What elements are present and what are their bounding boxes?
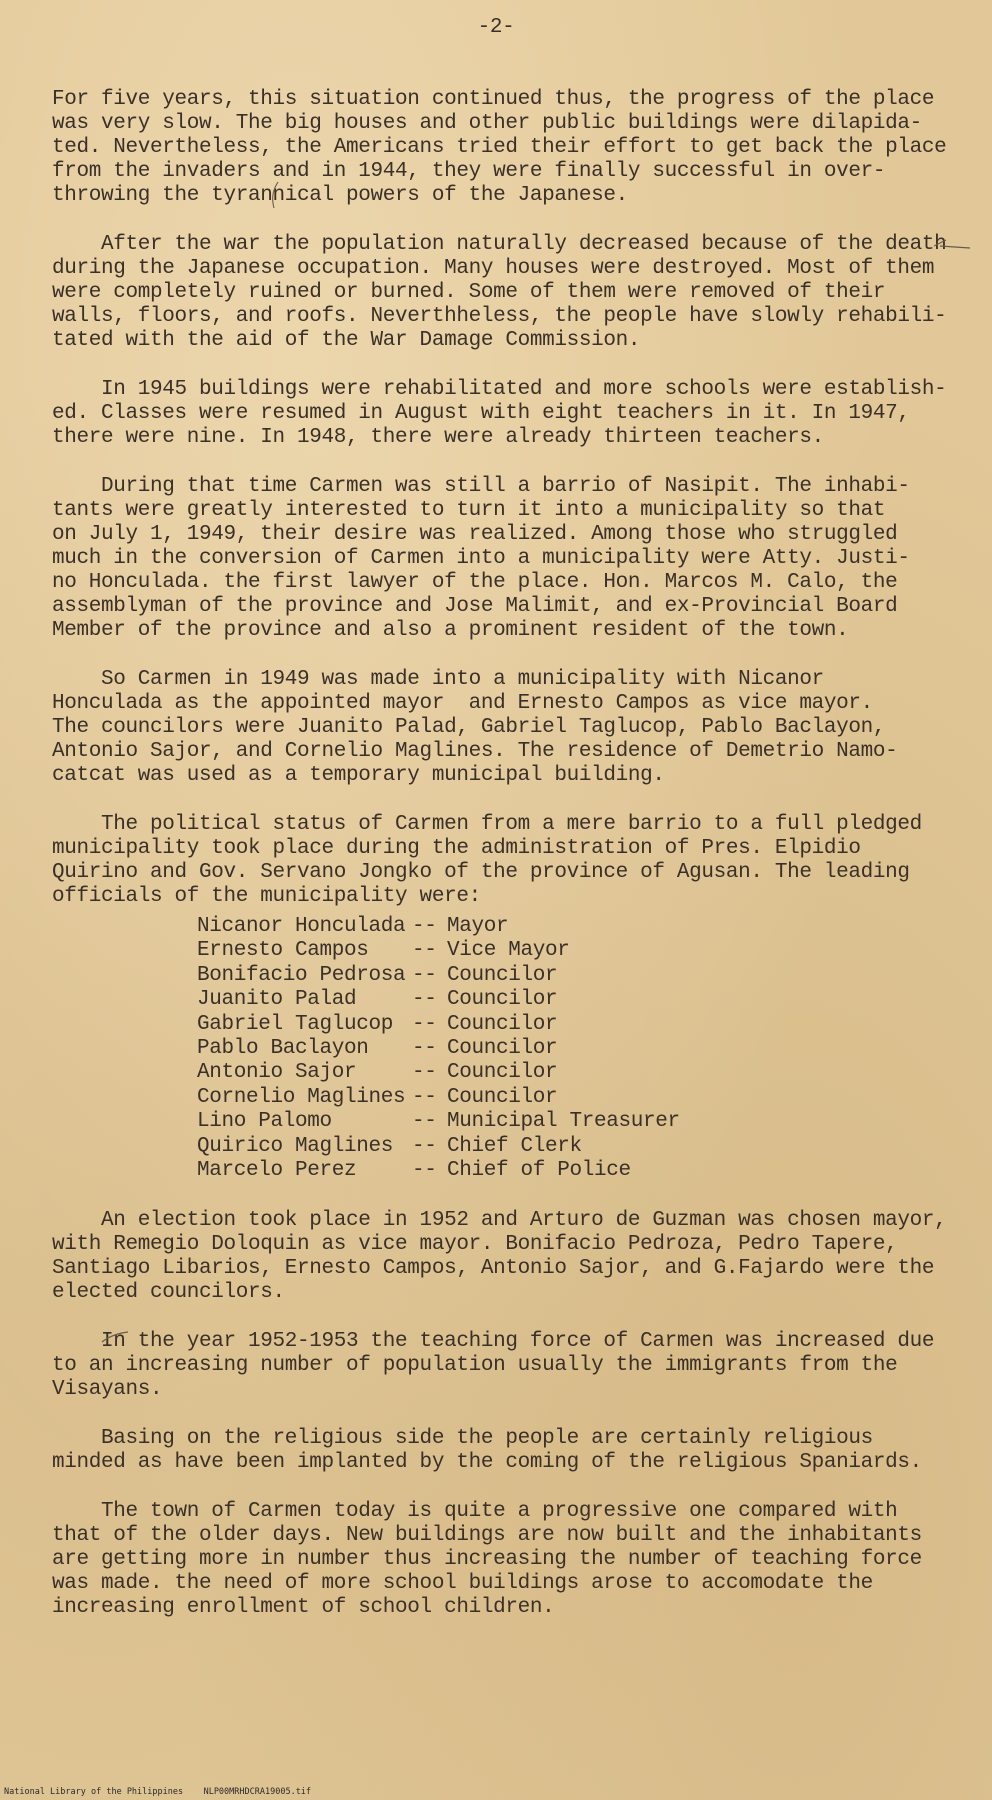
text-line: no Honculada. the first lawyer of the place. Hon. Marcos M. Calo, the <box>52 571 898 594</box>
text-line: officials of the municipality were: <box>52 885 481 908</box>
official-row <box>197 1110 680 1134</box>
official-row <box>197 1013 680 1037</box>
text-line: there were nine. In 1948, there were already thirteen teachers. <box>52 426 824 449</box>
official-position: Vice Mayor <box>447 939 570 963</box>
official-separator: -- <box>412 963 437 987</box>
text-line: was very slow. The big houses and other public buildings were dilapida- <box>52 112 922 135</box>
paragraph-liberation <box>52 88 952 208</box>
official-position: Mayor <box>447 915 509 938</box>
official-separator: -- <box>412 1110 437 1134</box>
paragraph-first-officials <box>52 668 952 788</box>
official-name: Lino Palomo <box>197 1110 332 1134</box>
official-name: Nicanor Honculada <box>197 915 406 938</box>
paragraph-teaching-force <box>52 1330 952 1402</box>
text-line: increasing enrollment of school children. <box>52 1596 555 1620</box>
text-line: Visayans. <box>52 1378 163 1402</box>
text-line: ted. Nevertheless, the Americans tried their effort to get back the place <box>52 136 947 159</box>
text-line: during the Japanese occupation. Many houses were destroyed. Most of them <box>52 257 935 280</box>
text-line: The councilors were Juanito Palad, Gabriel Taglucop, Pablo Baclayon, <box>52 716 886 739</box>
official-position: Councilor <box>447 1036 558 1060</box>
paragraph-election-1952 <box>52 1209 952 1305</box>
text-line: Member of the province and also a prominent resident of the town. <box>52 619 849 642</box>
official-position: Councilor <box>447 1061 558 1085</box>
official-separator: -- <box>412 988 437 1012</box>
official-name: Gabriel Taglucop <box>197 1012 394 1036</box>
text-line: Quirino and Gov. Servano Jongko of the province of Agusan. The leading <box>52 861 910 884</box>
official-name: Juanito Palad <box>197 988 357 1012</box>
text-line: elected councilors. <box>52 1281 285 1305</box>
paragraph-schools <box>52 378 952 450</box>
official-position: Councilor <box>447 988 558 1012</box>
official-separator: -- <box>412 1012 437 1036</box>
official-row <box>197 964 680 988</box>
paragraph-religion <box>52 1427 952 1475</box>
text-line: are getting more in number thus increasing the number of teaching force <box>52 1548 922 1572</box>
official-row <box>197 1086 680 1110</box>
scan-footer: National Library of the Philippines NLP00MRHDCRA19005.tif <box>4 1787 312 1797</box>
document-body <box>52 88 952 1645</box>
official-row <box>197 939 680 963</box>
official-row <box>197 1135 680 1159</box>
official-name: Quirico Maglines <box>197 1134 394 1158</box>
paragraph-postwar <box>52 233 952 353</box>
text-line: throwing the tyrannical powers of the Japanese. <box>52 184 628 207</box>
text-line: was made. the need of more school buildings arose to accomodate the <box>52 1572 873 1596</box>
official-row <box>197 988 680 1012</box>
official-name: Ernesto Campos <box>197 939 369 963</box>
paragraph-today <box>52 1500 952 1620</box>
official-row <box>197 915 680 939</box>
text-line: catcat was used as a temporary municipal building. <box>52 764 665 787</box>
text-line: So Carmen in 1949 was made into a municipality with Nicanor <box>52 668 824 691</box>
official-separator: -- <box>412 1085 437 1109</box>
official-separator: -- <box>412 1061 437 1085</box>
official-position: Councilor <box>447 1012 558 1036</box>
text-line: municipality took place during the administration of Pres. Elpidio <box>52 837 861 860</box>
text-line: were completely ruined or burned. Some of them were removed of their <box>52 281 886 304</box>
text-line: For five years, this situation continued thus, the progress of the place <box>52 88 935 111</box>
text-line: Santiago Libarios, Ernesto Campos, Antonio Sajor, and G.Fajardo were the <box>52 1257 935 1281</box>
official-name: Marcelo Perez <box>197 1158 357 1182</box>
official-separator: -- <box>412 915 437 938</box>
paragraph-political-status <box>52 813 952 909</box>
official-name: Antonio Sajor <box>197 1061 357 1085</box>
official-position: Chief Clerk <box>447 1134 582 1158</box>
official-position: Councilor <box>447 963 558 987</box>
text-line: tants were greatly interested to turn it into a municipality so that <box>52 499 886 522</box>
official-name: Pablo Baclayon <box>197 1036 369 1060</box>
text-line: that of the older days. New buildings are now built and the inhabitants <box>52 1524 922 1548</box>
official-separator: -- <box>412 1158 437 1182</box>
official-separator: -- <box>412 1036 437 1060</box>
text-line: Honculada as the appointed mayor and Ernesto Campos as vice mayor. <box>52 692 873 715</box>
text-line: After the war the population naturally decreased because of the death <box>52 233 947 256</box>
official-row <box>197 1159 680 1183</box>
text-line: The town of Carmen today is quite a progressive one compared with <box>52 1500 898 1524</box>
text-line: Antonio Sajor, and Cornelio Maglines. The residence of Demetrio Namo- <box>52 740 898 763</box>
text-line: from the invaders and in 1944, they were finally successful in over- <box>52 160 886 183</box>
text-line: minded as have been implanted by the coming of the religious Spaniards. <box>52 1451 922 1475</box>
text-line: walls, floors, and roofs. Neverthheless, the people have slowly rehabili- <box>52 305 947 328</box>
text-line: on July 1, 1949, their desire was realized. Among those who struggled <box>52 523 898 546</box>
official-position: Municipal Treasurer <box>447 1110 680 1134</box>
paragraph-municipality <box>52 475 952 643</box>
official-separator: -- <box>412 1134 437 1158</box>
official-row <box>197 1037 680 1061</box>
official-name: Bonifacio Pedrosa <box>197 963 406 987</box>
official-separator: -- <box>412 939 437 963</box>
text-line: An election took place in 1952 and Arturo de Guzman was chosen mayor, <box>52 1209 947 1233</box>
official-name: Cornelio Maglines <box>197 1085 406 1109</box>
official-position: Councilor <box>447 1085 558 1109</box>
page-number: -2- <box>477 16 515 39</box>
text-line: assemblyman of the province and Jose Malimit, and ex-Provincial Board <box>52 595 898 618</box>
text-line: The political status of Carmen from a mere barrio to a full pledged <box>52 813 922 836</box>
text-line: ed. Classes were resumed in August with eight teachers in it. In 1947, <box>52 402 910 425</box>
officials-list <box>197 915 680 1183</box>
text-line: much in the conversion of Carmen into a municipality were Atty. Justi- <box>52 547 910 570</box>
official-position: Chief of Police <box>447 1158 631 1182</box>
text-line: to an increasing number of population usually the immigrants from the <box>52 1354 898 1378</box>
text-line: In 1945 buildings were rehabilitated and more schools were establish- <box>52 378 947 401</box>
text-line: During that time Carmen was still a barrio of Nasipit. The inhabi- <box>52 475 910 498</box>
text-line: In the year 1952-1953 the teaching force of Carmen was increased due <box>52 1330 935 1354</box>
official-row <box>197 1061 680 1085</box>
text-line: tated with the aid of the War Damage Commission. <box>52 329 641 352</box>
text-line: with Remegio Doloquin as vice mayor. Bonifacio Pedroza, Pedro Tapere, <box>52 1233 898 1257</box>
text-line: Basing on the religious side the people are certainly religious <box>52 1427 873 1451</box>
